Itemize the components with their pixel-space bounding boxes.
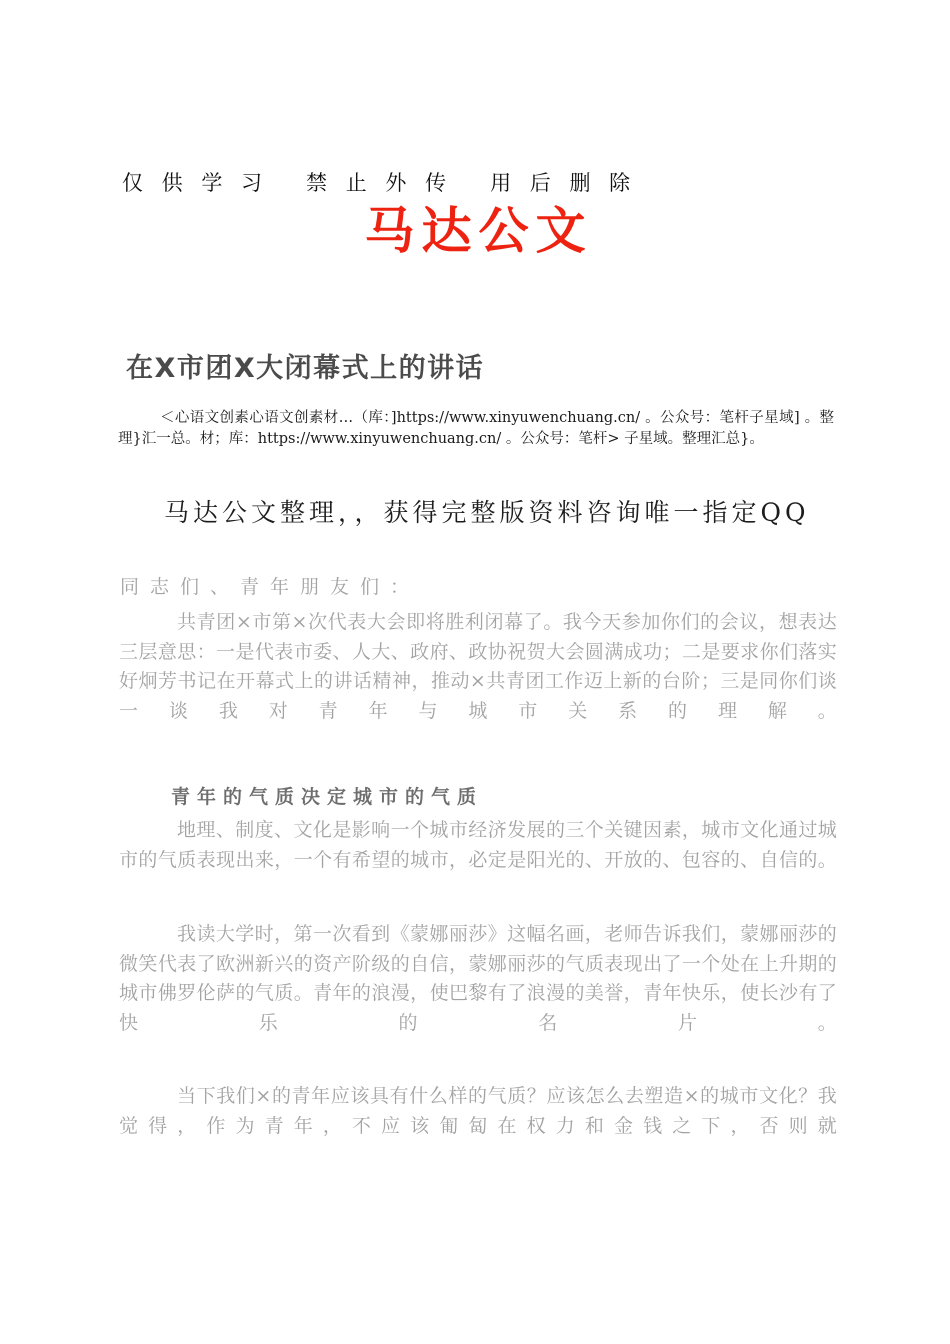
body-paragraph: 我读大学时，第一次看到《蒙娜丽莎》这幅名画，老师告诉我们，蒙娜丽莎的微笑代表了欧洲新兴的资产阶级的自信，蒙娜丽莎的气质表现出了一个处在上升期的城市佛罗伦萨的气质。青年的浪漫，使巴黎有了浪漫的美誉，青年快乐，使长沙有了快乐的名片。 [119,923,837,1034]
promo-line: 马达公文整理，，获得完整版资料咨询唯一指定QQ [164,498,810,527]
salutation: 同志们、青年朋友们： [120,576,421,598]
body-paragraph: 共青团×市第×次代表大会即将胜利闭幕了。我今天参加你们的会议，想表达三层意思：一是代表市委、人大、政府、政协祝贺大会圆满成功；二是要求你们落实好炯芳书记在开幕式上的讲话精神，推动×共青团工作迈上新的台阶；三是同你们谈一谈我对青年与城市关系的理解。 [119,611,837,722]
body-paragraph: 地理、制度、文化是影响一个城市经济发展的三个关键因素，城市文化通过城市的气质表现出来，一个有希望的城市，必定是阳光的、开放的、包容的、自信的。 [119,819,837,871]
watermark-header [0,168,950,264]
body-paragraph: 当下我们×的青年应该具有什么样的气质？应该怎么去塑造×的城市文化？我觉得，作为青年，不应该匍匐在权力和金钱之下，否则就 [119,1085,837,1137]
section-subheading: 青年的气质决定城市的气质 [171,786,484,808]
brand-title: 马达公文 [364,201,593,260]
source-note: ＜心语文创素心语文创素材…（库：]https://www.xinyuwenchuang.cn/ 。公众号：笔杆子星域] 。整理}汇一总。材；库：https://www.xinyuwenchuang.cn/ 。公众号：笔杆> 子星域。整理汇总}。 [118,410,834,447]
usage-notice: 仅 供 学 习 禁 止 外 传 用 后 删 除 [122,171,637,195]
page-title: 在X市团X大闭幕式上的讲话 [126,353,485,384]
